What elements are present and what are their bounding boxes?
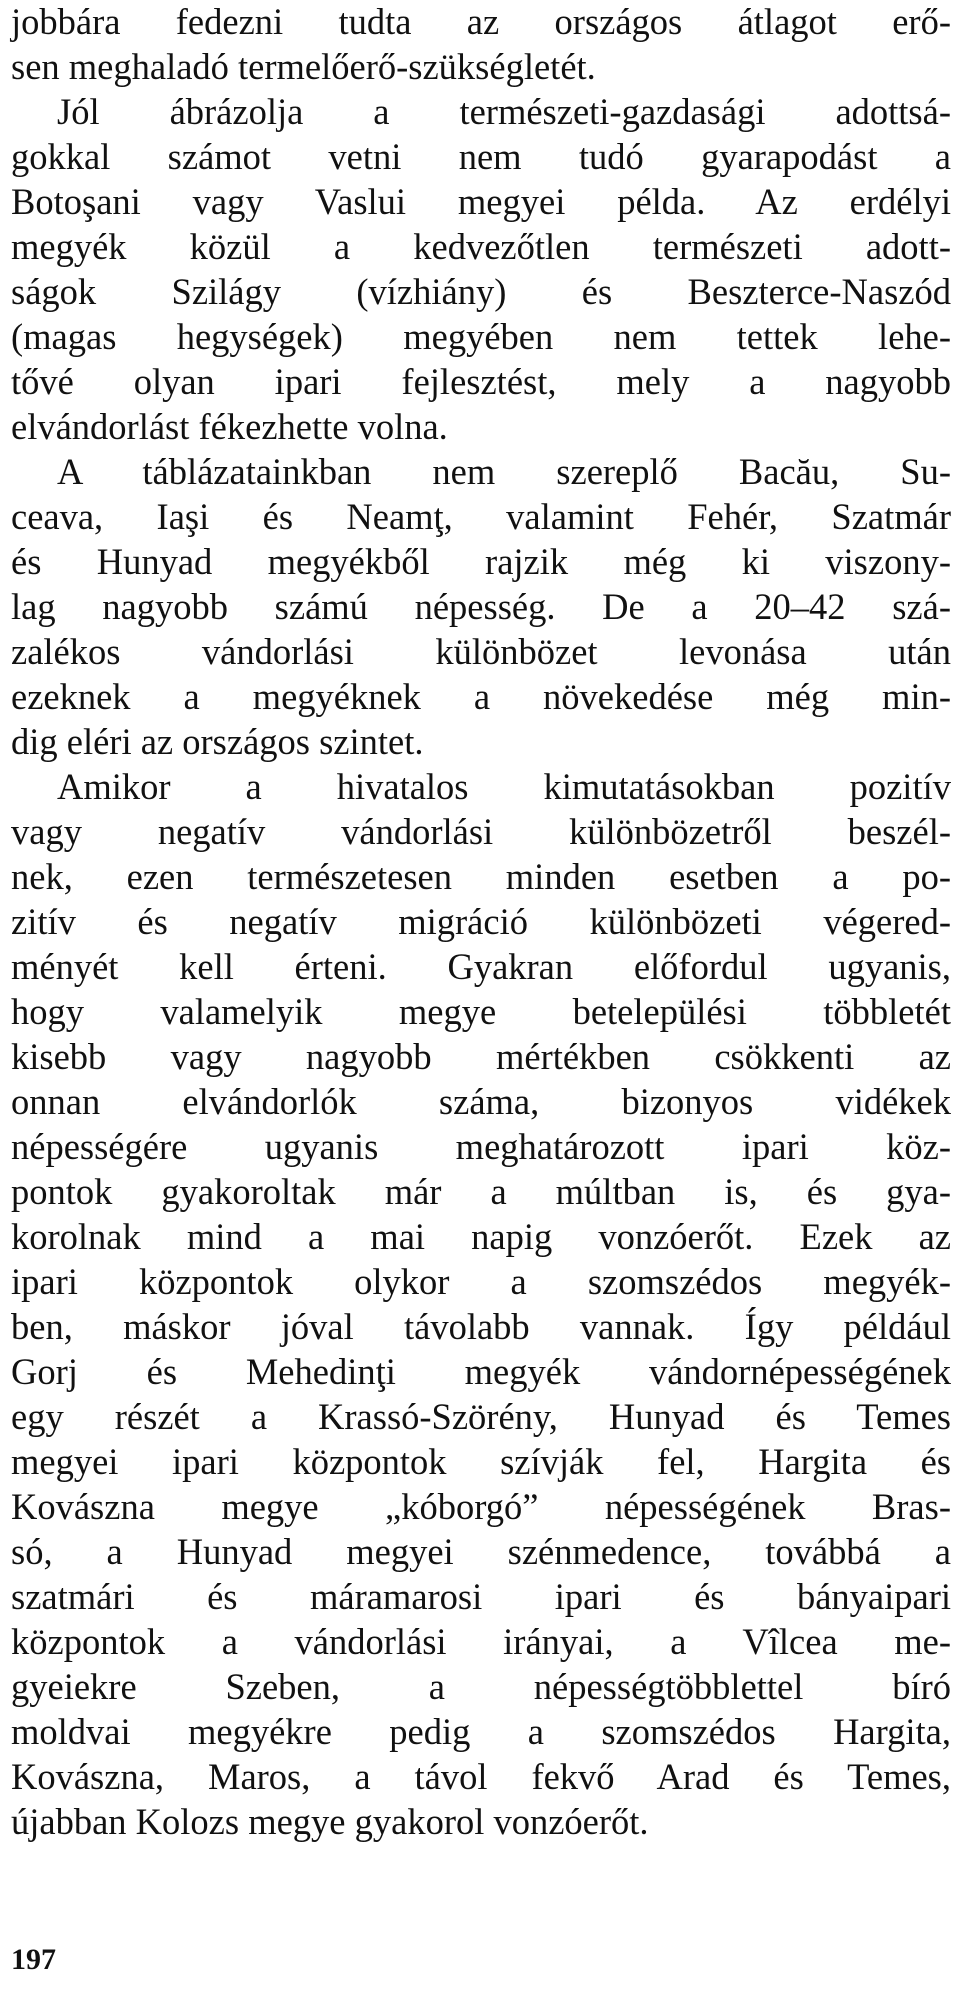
text-line: Botoşani vagy Vaslui megyei példa. Az erdélyi — [11, 181, 951, 222]
text-line: egy részét a Krassó-Szörény, Hunyad és Temes — [11, 1396, 951, 1437]
text-line: gyeiekre Szeben, a népességtöbblettel bíró — [11, 1666, 951, 1707]
text-line: Amikor a hivatalos kimutatásokban pozitív — [57, 766, 951, 807]
text-line: onnan elvándorlók száma, bizonyos vidékek — [11, 1081, 951, 1122]
text-line: ceava, Iaşi és Neamţ, valamint Fehér, Szatmár — [11, 496, 951, 537]
text-line: ben, máskor jóval távolabb vannak. Így például — [11, 1306, 951, 1347]
text-line: szatmári és máramarosi ipari és bányaipari — [11, 1576, 951, 1617]
text-line: népességére ugyanis meghatározott ipari köz- — [11, 1126, 951, 1167]
text-line: jobbára fedezni tudta az országos átlagot erő- — [11, 1, 951, 42]
text-line: lag nagyobb számú népesség. De a 20–42 szá- — [11, 586, 951, 627]
text-line: pontok gyakoroltak már a múltban is, és gya- — [11, 1171, 951, 1212]
text-line: ságok Szilágy (vízhiány) és Beszterce-Naszód — [11, 271, 951, 312]
text-line: nek, ezen természetesen minden esetben a po- — [11, 856, 951, 897]
text-line: sen meghaladó termelőerő-szükségletét. — [11, 46, 596, 87]
text-line: dig eléri az országos szintet. — [11, 721, 424, 762]
text-line: kisebb vagy nagyobb mértékben csökkenti az — [11, 1036, 951, 1077]
text-line: gokkal számot vetni nem tudó gyarapodást a — [11, 136, 951, 177]
text-line: újabban Kolozs megye gyakorol vonzóerőt. — [11, 1801, 649, 1842]
text-line: ményét kell érteni. Gyakran előfordul ugyanis, — [11, 946, 951, 987]
text-line: hogy valamelyik megye betelepülési többletét — [11, 991, 951, 1032]
text-line: só, a Hunyad megyei szénmedence, továbbá a — [11, 1531, 951, 1572]
text-line: és Hunyad megyékből rajzik még ki viszony- — [11, 541, 951, 582]
text-line: Jól ábrázolja a természeti-gazdasági adottsá- — [57, 91, 951, 132]
text-line: Gorj és Mehedinţi megyék vándornépességének — [11, 1351, 951, 1392]
text-line: korolnak mind a mai napig vonzóerőt. Ezek az — [11, 1216, 951, 1257]
text-line: tővé olyan ipari fejlesztést, mely a nagyobb — [11, 361, 951, 402]
text-line: megyék közül a kedvezőtlen természeti adott- — [11, 226, 951, 267]
text-line: A táblázatainkban nem szereplő Bacău, Su- — [57, 451, 951, 492]
text-line: moldvai megyékre pedig a szomszédos Hargita, — [11, 1711, 951, 1752]
text-line: központok a vándorlási irányai, a Vîlcea me- — [11, 1621, 951, 1662]
text-line: ipari központok olykor a szomszédos megyék- — [11, 1261, 951, 1302]
text-line: Kovászna megye „kóborgó” népességének Bras- — [11, 1486, 951, 1527]
text-line: zalékos vándorlási különbözet levonása után — [11, 631, 951, 672]
text-line: (magas hegységek) megyében nem tettek lehe- — [11, 316, 951, 357]
page-number: 197 — [11, 1943, 56, 1976]
text-line: Kovászna, Maros, a távol fekvő Arad és Temes, — [11, 1756, 951, 1797]
text-line: vagy negatív vándorlási különbözetről beszél- — [11, 811, 951, 852]
text-line: megyei ipari központok szívják fel, Hargita és — [11, 1441, 951, 1482]
text-line: zitív és negatív migráció különbözeti végered- — [11, 901, 951, 942]
text-line: ezeknek a megyéknek a növekedése még min- — [11, 676, 951, 717]
text-line: elvándorlást fékezhette volna. — [11, 406, 448, 447]
